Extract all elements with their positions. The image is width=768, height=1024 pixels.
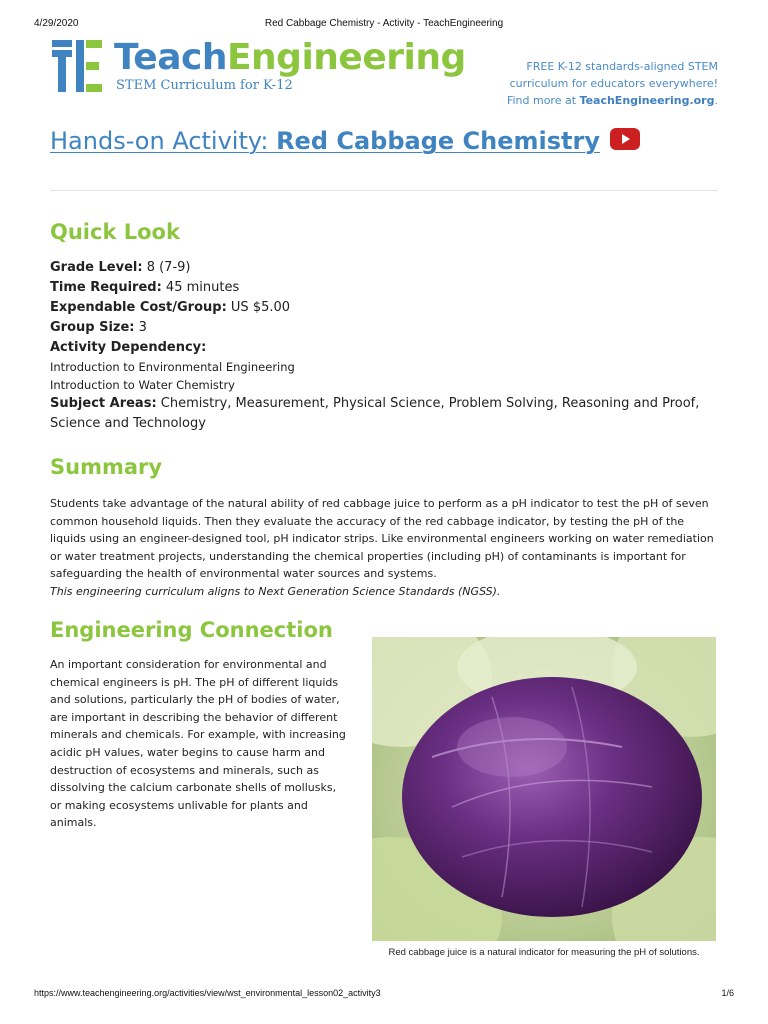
activity-type-link[interactable]: Hands-on Activity: [50, 127, 277, 155]
logo-wordmark [114, 38, 466, 78]
activity-dependency-row: Activity Dependency: [50, 340, 207, 355]
summary-heading: Summary [50, 455, 163, 479]
quick-look-heading: Quick Look [50, 220, 180, 244]
engineering-connection-heading: Engineering Connection [50, 618, 333, 642]
promo-line-2: curriculum for educators everywhere! [509, 77, 718, 90]
dependency-link-1[interactable]: Introduction to Environmental Engineering [50, 360, 295, 374]
subject-areas-row: Subject Areas: Chemistry, Measurement, Physical Science, Problem Solving, Reasoning and Proof, Science and Technology [50, 396, 700, 431]
summary-paragraph: Students take advantage of the natural ability of red cabbage juice to perform as a pH indicator to test the pH of seven common household liquids. Then they evaluate the accuracy of the red cabbage indicator, by testing the pH of the liquids using an engineer-designed tool, pH indicator strips. Like environmental engineers working on water remediation or water treatment projects, understanding the chemical properties (including pH) of contaminants is important for safeguarding the health of environmental water sources and systems. [50, 497, 714, 580]
youtube-play-icon[interactable] [610, 128, 640, 150]
print-date: 4/29/2020 [34, 18, 79, 29]
summary-text [50, 495, 716, 600]
promo-line-1: FREE K-12 standards-aligned STEM [526, 60, 718, 73]
promo-text [478, 58, 718, 109]
teachengineering-link[interactable]: TeachEngineering.org [579, 94, 715, 107]
quick-look-details [50, 258, 708, 434]
photo-caption: Red cabbage juice is a natural indicator for measuring the pH of solutions. [388, 947, 700, 958]
red-cabbage-photo [372, 637, 716, 941]
activity-name-link[interactable]: Red Cabbage Chemistry [276, 127, 600, 155]
dependency-link-2[interactable]: Introduction to Water Chemistry [50, 378, 235, 392]
grade-level-row: Grade Level: 8 (7-9) [50, 260, 191, 275]
cost-row: Expendable Cost/Group: US $5.00 [50, 300, 291, 315]
time-required-row: Time Required: 45 minutes [50, 280, 240, 295]
logo-word-teach: Teach [114, 37, 227, 78]
title-divider [50, 190, 718, 191]
print-url: https://www.teachengineering.org/activities/view/wst_environmental_lesson02_activity3 [34, 988, 381, 998]
print-footer [34, 988, 734, 1002]
print-title: Red Cabbage Chemistry - Activity - TeachEngineering [264, 18, 504, 29]
logo-mark-icon [52, 40, 102, 92]
ngss-note: This engineering curriculum aligns to Next Generation Science Standards (NGSS). [50, 584, 501, 598]
teachengineering-logo[interactable] [52, 37, 466, 95]
page-number: 1/6 [721, 988, 734, 998]
activity-title [50, 124, 640, 158]
print-header [34, 18, 734, 32]
logo-word-engineering: Engineering [226, 37, 466, 78]
logo-tagline: STEM Curriculum for K-12 [116, 78, 293, 93]
group-size-row: Group Size: 3 [50, 320, 147, 335]
promo-line-3: Find more at TeachEngineering.org. [506, 94, 718, 107]
engineering-connection-text: An important consideration for environmental and chemical engineers is pH. The pH of different liquids and solutions, particularly the pH of bodies of water, are important in describing the behavior of different minerals and chemicals. For example, with increasing acidic pH values, water begins to cause harm and destruction of ecosystems and minerals, such as dissolving the calcium carbonate shells of mollusks, or making ecosystems unlivable for plants and animals. [50, 658, 346, 830]
